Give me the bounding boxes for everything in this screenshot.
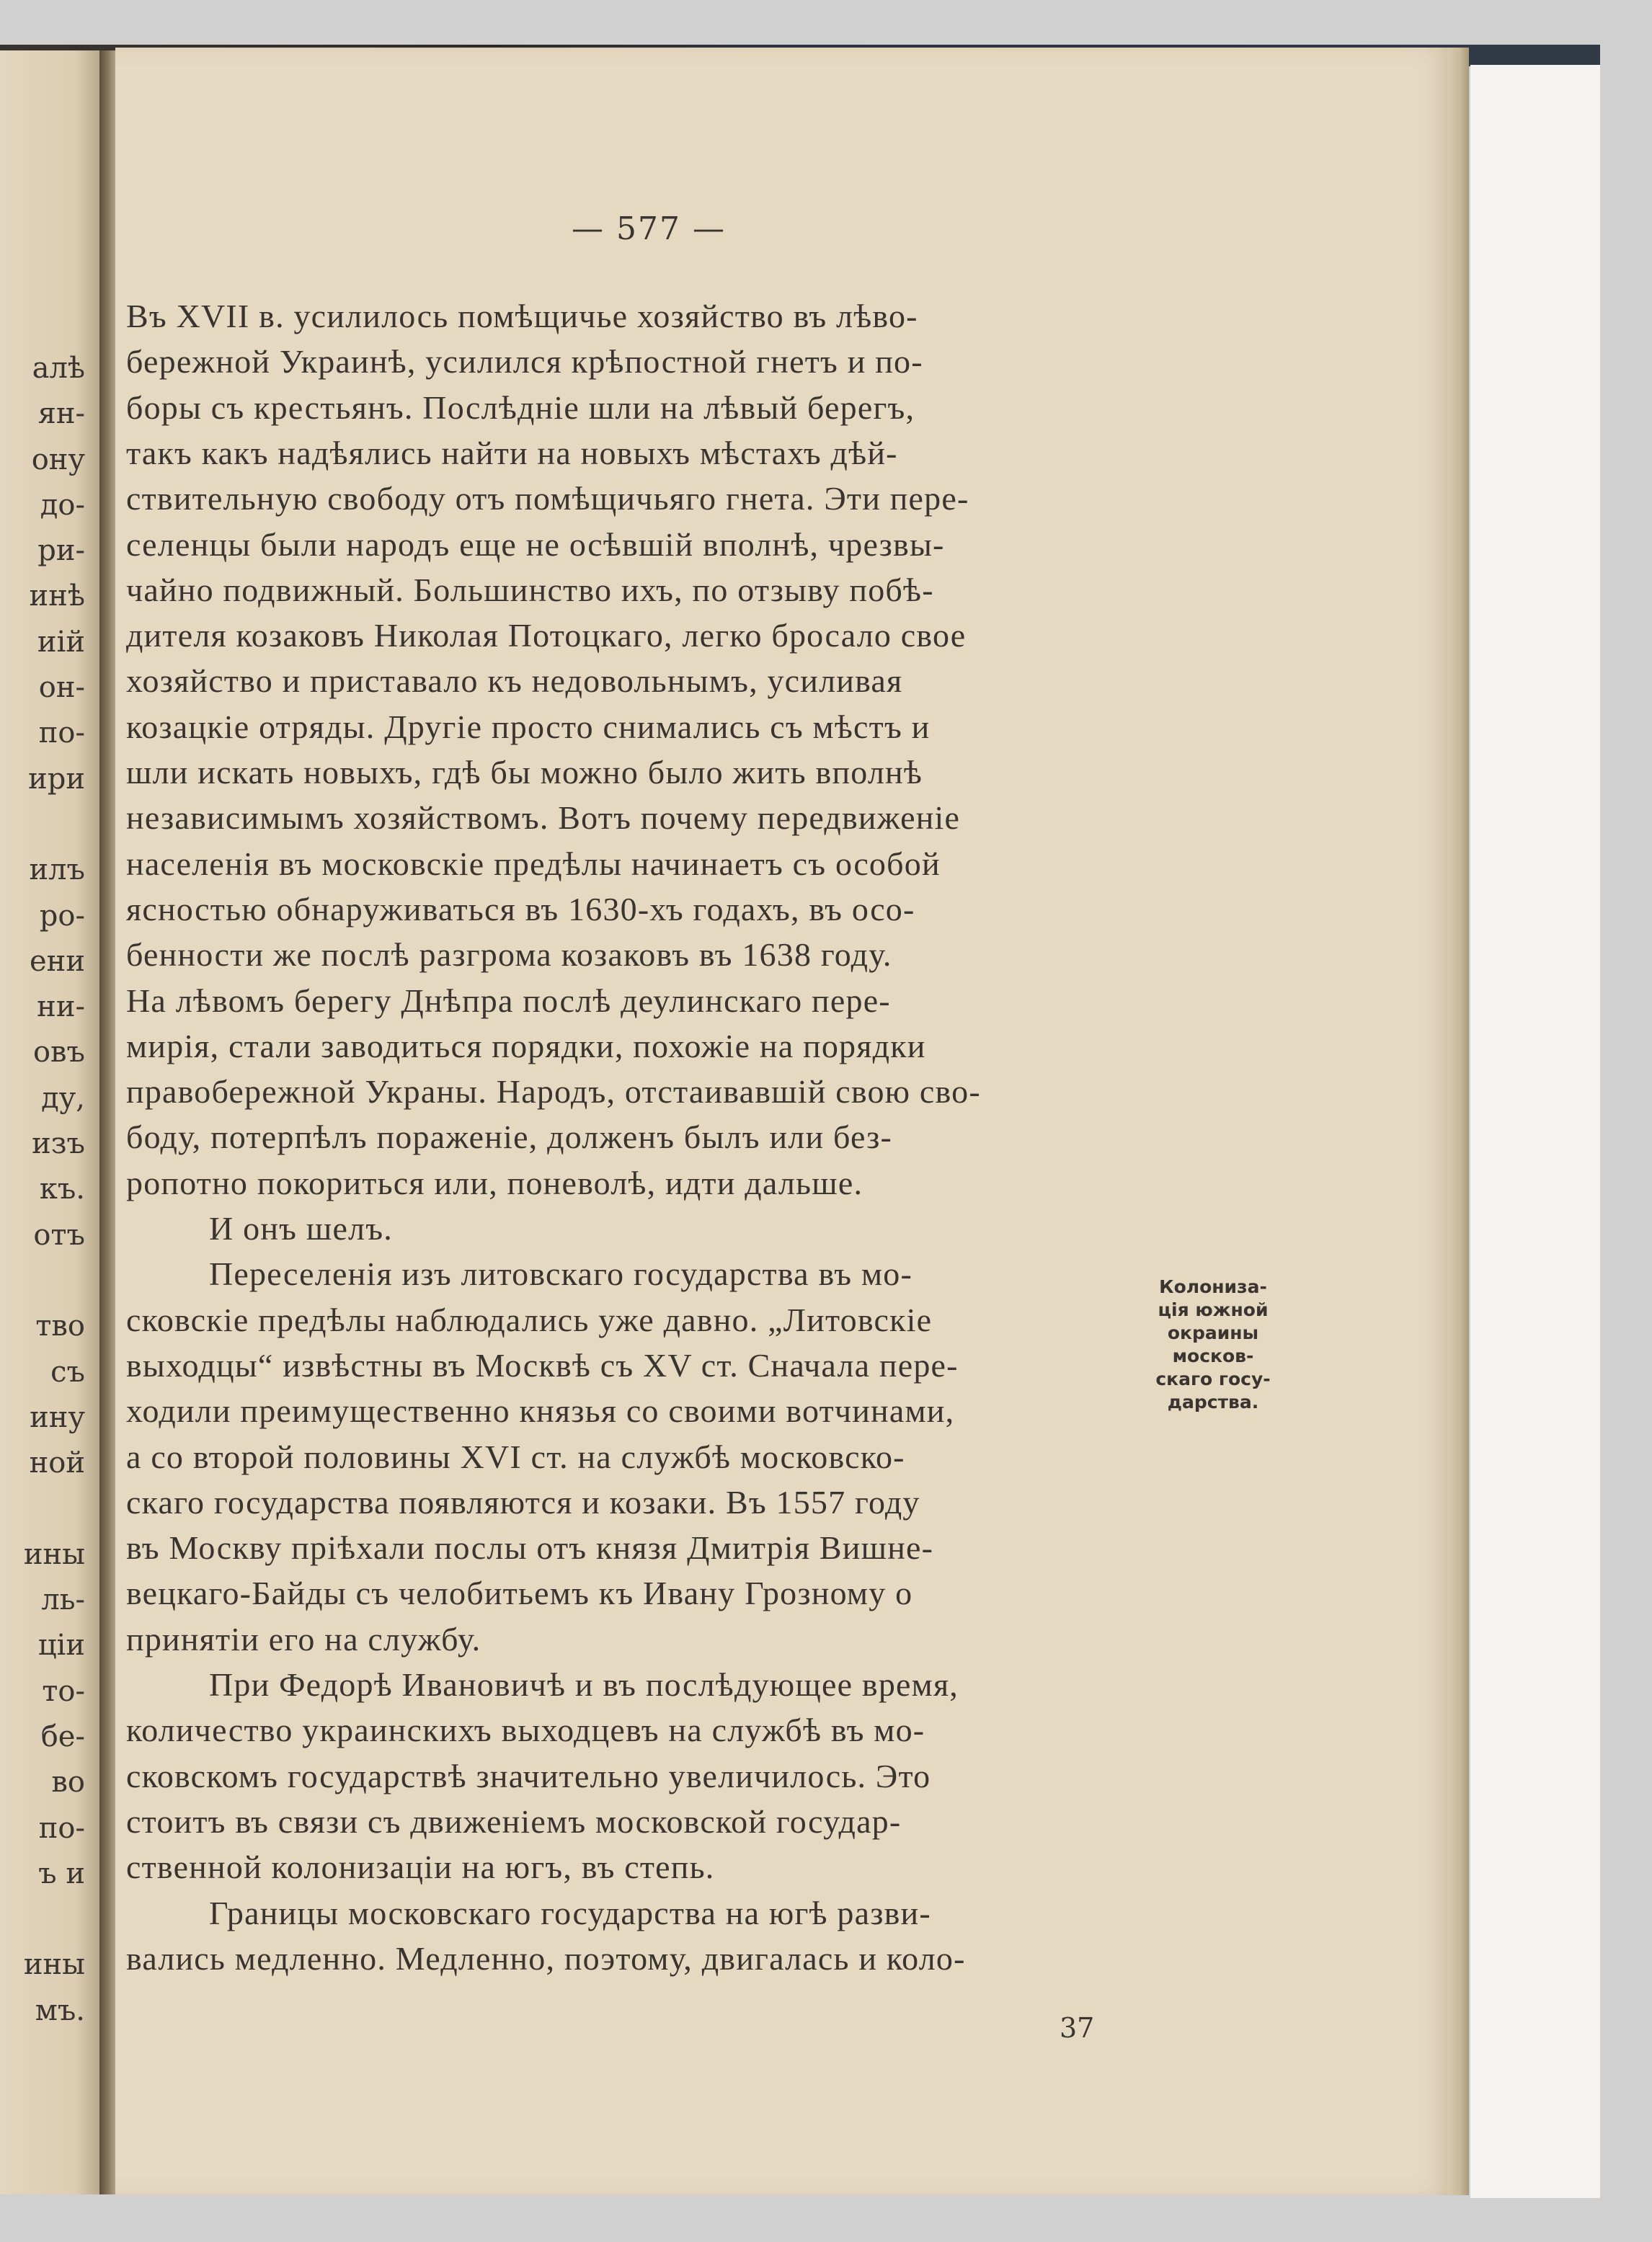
text-line: вались медленно. Медленно, поэтому, двигалась и коло- (126, 1939, 966, 1977)
left-fragment: отъ (33, 1218, 85, 1252)
margin-note-line: москов- (1172, 1345, 1254, 1366)
text-line: ясностью обнаруживаться въ 1630-хъ годахъ, въ осо- (126, 890, 915, 928)
left-fragment: ону (31, 442, 85, 476)
text-line: Переселенія изъ литовскаго государства въ мо- (209, 1255, 912, 1293)
left-fragment: илъ (29, 853, 85, 887)
left-fragment: ири (28, 762, 85, 796)
margin-note-line: Колониза- (1159, 1276, 1267, 1297)
text-line: количество украинскихъ выходцевъ на службѣ въ мо- (126, 1712, 925, 1749)
text-line: На лѣвомъ берегу Днѣпра послѣ деулинскаго пере- (126, 982, 891, 1019)
left-fragment: тво (35, 1309, 85, 1343)
left-fragment (0, 802, 85, 848)
text-line: въ Москву пріѣхали послы отъ князя Дмитрія Вишне- (126, 1529, 934, 1567)
text-line: сковскіе предѣлы наблюдались уже давно. „Литовскіе (126, 1301, 933, 1338)
left-fragment (0, 1258, 85, 1304)
text-line: правобережной Украны. Народъ, отстаивавшій свою сво- (126, 1073, 981, 1111)
text-line: боду, потерпѣлъ пораженіе, долженъ былъ или без- (126, 1118, 893, 1156)
left-fragment (0, 1897, 85, 1942)
text-line: селенцы были народъ еще не осѣвшій вполнѣ, чрезвы- (126, 525, 945, 563)
left-fragment: съ (50, 1355, 85, 1389)
text-line: такъ какъ надѣялись найти на новыхъ мѣстахъ дѣй- (126, 434, 898, 471)
text-line: бенности же послѣ разгрома козаковъ въ 1638 году. (126, 936, 892, 974)
left-page-fragments (0, 346, 85, 2034)
left-fragment: по- (38, 716, 85, 750)
text-line: При Федорѣ Ивановичѣ и въ послѣдующее время, (209, 1666, 959, 1703)
text-line: чайно подвижный. Большинство ихъ, по отзыву побѣ- (126, 571, 934, 608)
text-line: Границы московскаго государства на югѣ разви- (209, 1894, 931, 1931)
margin-note-line: окраины (1167, 1322, 1259, 1343)
background-right (1470, 65, 1600, 2198)
text-line: дителя козаковъ Николая Потоцкаго, легко бросало свое (126, 617, 967, 654)
left-fragment: до- (40, 488, 85, 522)
left-fragment: ъ и (38, 1856, 85, 1890)
text-line: вецкаго-Байды съ челобитьемъ къ Ивану Грозному о (126, 1575, 913, 1612)
text-line: стоитъ въ связи съ движеніемъ московской государ- (126, 1802, 902, 1840)
margin-note-line: дарства. (1167, 1392, 1259, 1413)
text-line: мирія, стали заводиться порядки, похожіе на порядки (126, 1027, 926, 1064)
text-line: а со второй половины XVI ст. на службѣ московско- (126, 1438, 905, 1475)
page-number-header: — 577 — (572, 210, 726, 247)
left-fragment: мъ. (35, 1993, 85, 2027)
text-line: козацкіе отряды. Другіе просто снимались съ мѣстъ и (126, 708, 931, 745)
text-line: выходцы“ извѣстны въ Москвѣ съ XV ст. Сначала пере- (126, 1346, 959, 1384)
text-line: сковскомъ государствѣ значительно увеличилось. Это (126, 1757, 931, 1794)
left-fragment: ины (23, 1537, 85, 1571)
page-edge-shadow (1447, 48, 1469, 2195)
left-fragment: во (51, 1766, 85, 1800)
left-fragment: по- (38, 1811, 85, 1845)
left-fragment: инѣ (29, 579, 85, 613)
text-line: И онъ шелъ. (209, 1210, 393, 1247)
left-fragment: ни- (37, 990, 85, 1024)
left-fragment: ину (30, 1400, 85, 1434)
text-line: ствительную свободу отъ помѣщичьяго гнета. Эти пере- (126, 480, 969, 517)
left-fragment: ян- (37, 397, 85, 431)
text-line: ропотно покориться или, поневолѣ, идти дальше. (126, 1164, 863, 1201)
left-fragment: ени (30, 944, 85, 978)
left-fragment: то- (42, 1674, 85, 1708)
left-fragment: овъ (32, 1036, 85, 1069)
left-fragment (0, 1486, 85, 1531)
text-line: хозяйство и приставало къ недовольнымъ, усиливая (126, 662, 903, 700)
text-line: бережной Украинѣ, усилился крѣпостной гнетъ и по- (126, 343, 923, 381)
left-fragment: бе- (40, 1720, 85, 1753)
text-line: скаго государства появляются и козаки. Въ 1557 году (126, 1483, 920, 1521)
left-fragment: ро- (39, 899, 85, 933)
left-fragment: ль- (41, 1583, 85, 1617)
left-fragment: ины (23, 1948, 85, 1982)
margin-note (1145, 1276, 1282, 1414)
left-fragment: изъ (32, 1127, 85, 1161)
margin-note-line: ція южной (1158, 1299, 1269, 1320)
left-fragment: ной (29, 1446, 85, 1480)
text-line: населенія въ московскіе предѣлы начинаетъ съ особой (126, 845, 941, 882)
left-fragment: ціи (37, 1629, 85, 1663)
text-line: боры съ крестьянъ. Послѣдніе шли на лѣвый берегъ, (126, 388, 915, 426)
left-fragment: ду, (41, 1081, 85, 1115)
left-fragment: ри- (37, 534, 85, 568)
left-page-edge (0, 50, 108, 2194)
text-line: Въ XVII в. усилилось помѣщичье хозяйство въ лѣво- (126, 298, 918, 334)
left-fragment: къ. (39, 1173, 85, 1206)
text-line: ственной колонизаціи на югъ, въ степь. (126, 1849, 715, 1886)
left-fragment: он- (38, 671, 85, 705)
signature-mark: 37 (1060, 2012, 1095, 2044)
text-line: шли искать новыхъ, гдѣ бы можно было жить вполнѣ (126, 754, 923, 791)
left-fragment: алѣ (32, 352, 85, 385)
margin-note-line: скаго госу- (1155, 1369, 1271, 1389)
text-line: принятіи его на службу. (126, 1620, 481, 1658)
left-fragment: иій (37, 625, 85, 659)
text-line: ходили преимущественно князья со своими вотчинами, (126, 1392, 955, 1430)
text-line: независимымъ хозяйствомъ. Вотъ почему передвиженіе (126, 799, 961, 837)
